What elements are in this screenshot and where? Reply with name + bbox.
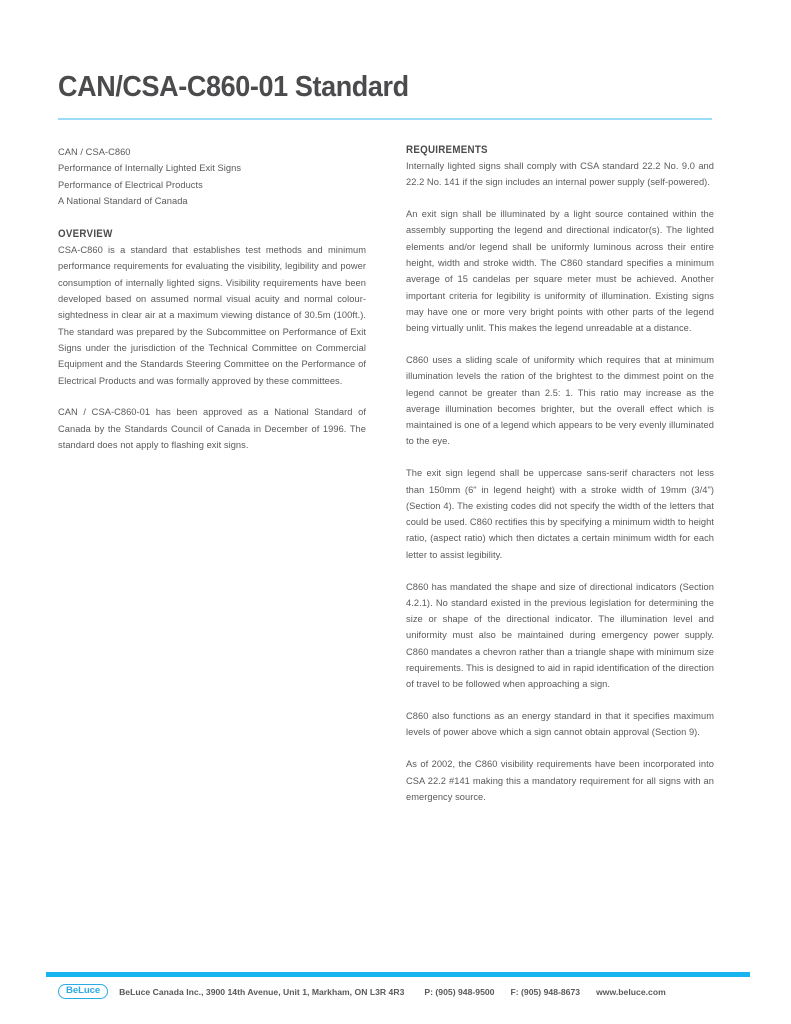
left-column	[58, 144, 366, 805]
footer-contact-info	[119, 987, 666, 997]
phone-number: P: (905) 948-9500	[424, 986, 495, 997]
paragraph: CSA-C860 is a standard that establishes test methods and minimum performance requirements for evaluating the visibility, legibility and power consumption of internally lighted signs. Visibility requirements have been developed based on assumed normal visual acuity and normal colour-sightedness in clear air at a maximum viewing distance of 30.5m (100ft.). The standard was prepared by the Subcommittee on Performance of Exit Signs under the jurisdiction of the Technical Committee on Commercial Equipment and the Standards Steering Committee on the Performance of Electrical Products and was formally approved by these committees.	[58, 245, 366, 386]
paragraph: C860 has mandated the shape and size of directional indicators (Section 4.2.1). No standard existed in the previous legislation for determining the size or shape of the directional indicator. The illumination level and uniformity must also be maintained during emergency power supply. C860 mandates a chevron rather than a triangle shape with minimum size requirements. This is designed to aid in rapid identification of the direction of travel to be followed when approaching a sign.	[406, 581, 714, 690]
document-header	[58, 72, 712, 120]
meta-line: Performance of Electrical Products	[58, 179, 203, 190]
paragraph: The exit sign legend shall be uppercase sans-serif characters not less than 150mm (6" in legend height) with a stroke width of 19mm (3/4") (Section 4). The existing codes did not specify the width of the letters that could be used. C860 rectifies this by specifying a minimum width to height ratio, (aspect ratio) which then dictates a certain minimum width for each letter to assist legibility.	[406, 468, 714, 560]
header-divider	[58, 118, 712, 120]
website-url[interactable]: www.beluce.com	[596, 986, 666, 997]
right-column	[406, 144, 714, 805]
document-metadata	[58, 144, 366, 209]
paragraph: Internally lighted signs shall comply with CSA standard 22.2 No. 9.0 and 22.2 No. 141 if the sign includes an internal power supply (self-powered).	[406, 161, 714, 188]
company-address: BeLuce Canada Inc., 3900 14th Avenue, Unit 1, Markham, ON L3R 4R3	[119, 986, 405, 997]
paragraph: An exit sign shall be illuminated by a light source contained within the assembly supporting the legend and directional indicator(s). The lighted elements and/or legend shall be uniformly luminous across their entire height, width and stroke width. The C860 standard specifies a minimum average of 15 candelas per square meter must be achieved. Another important criteria for legibility is uniformity of illumination. Existing signs may have one or more very bright points with other parts of the legend being virtually unlit. This makes the legend unreadable at a distance.	[406, 209, 714, 334]
content-columns	[58, 144, 714, 805]
paragraph: C860 also functions as an energy standard in that it specifies maximum levels of power above which a sign cannot obtain approval (Section 9).	[406, 711, 714, 738]
beluce-logo-text: BeLuce	[66, 985, 101, 997]
paragraph: As of 2002, the C860 visibility requirements have been incorporated into CSA 22.2 #141 making this a mandatory requirement for all signs with an emergency source.	[406, 759, 714, 802]
page-title: CAN/CSA-C860-01 Standard	[58, 71, 409, 103]
footer-divider	[46, 972, 750, 977]
section-heading-overview: OVERVIEW	[58, 228, 113, 241]
meta-line: Performance of Internally Lighted Exit Signs	[58, 163, 242, 174]
meta-line: A National Standard of Canada	[58, 195, 188, 206]
section-heading-requirements: REQUIREMENTS	[406, 144, 488, 156]
meta-line: CAN / CSA-C860	[58, 147, 131, 157]
page-footer	[58, 984, 748, 999]
paragraph: CAN / CSA-C860-01 has been approved as a National Standard of Canada by the Standards Council of Canada in December of 1996. The standard does not apply to flashing exit signs.	[58, 407, 366, 450]
paragraph: C860 uses a sliding scale of uniformity which requires that at minimum illumination levels the ration of the brightest to the dimmest point on the legend cannot be greater than 2.5: 1. This ratio may increase as the average illumination becomes brighter, but the overall effect which is maintained is one of a legend which appears to be very evenly illuminated to the eye.	[406, 354, 714, 447]
fax-number: F: (905) 948-8673	[510, 986, 581, 997]
beluce-logo	[58, 984, 108, 999]
